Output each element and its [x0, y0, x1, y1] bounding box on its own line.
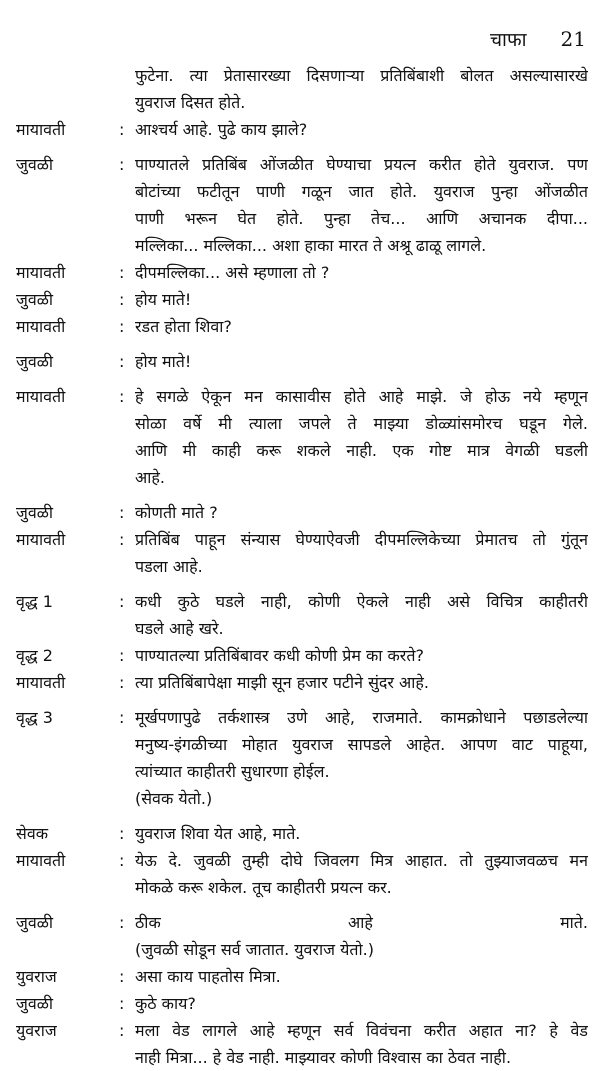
- speaker-name: वृद्ध 2: [16, 646, 53, 665]
- dialogue-line: मोकळे करू शकेल. तूच काहीतरी प्रयत्न कर.: [135, 878, 392, 897]
- dialogue-line: होय माते!: [135, 290, 192, 309]
- dialogue-line: युवराज दिसत होते.: [135, 93, 246, 112]
- dialogue-line: पाणी भरून घेत होते. पुन्हा तेच... आणि अचानक दीपा...: [135, 209, 588, 228]
- dialogue-row: [16, 963, 588, 990]
- dialogue-text: [135, 526, 588, 580]
- dialogue-line: फुटेना. त्या प्रेतासारख्या दिसणाऱ्या प्रतिबिंबाशी बोलत असल्यासारखे: [135, 66, 588, 85]
- dialogue-row: [16, 990, 588, 1017]
- dialogue-line: युवराज शिवा येत आहे, माते.: [135, 824, 301, 843]
- dialogue-line: मूर्खपणापुढे तर्कशास्त्र उणे आहे, राजमाते. कामक्रोधाने पछाडलेल्या: [135, 708, 588, 727]
- speaker-colon: :: [119, 387, 125, 406]
- dialogue-body: [16, 62, 588, 1071]
- dialogue-row: [16, 1017, 588, 1071]
- speaker-colon: :: [119, 352, 125, 371]
- speaker-colon: :: [119, 967, 125, 986]
- speaker-colon: :: [119, 120, 125, 139]
- speaker-name: वृद्ध 1: [16, 592, 53, 611]
- speaker-name: युवराज: [16, 967, 57, 986]
- speaker-name: सेवक: [16, 824, 49, 843]
- speaker-name: जुवळी: [16, 913, 54, 932]
- dialogue-line: पाण्यातल्या प्रतिबिंबावर कधी कोणी प्रेम का करते?: [135, 646, 424, 665]
- dialogue-line: त्या प्रतिबिंबापेक्षा माझी सून हजार पटीने सुंदर आहे.: [135, 673, 429, 692]
- dialogue-text: [135, 588, 588, 642]
- dialogue-line: येऊ दे. जुवळी तुम्ही दोघे जिवलग मित्र आहात. तो तुझ्याजवळच मन: [135, 851, 588, 870]
- dialogue-row: [16, 669, 588, 696]
- dialogue-line: असा काय पाहतोस मित्रा.: [135, 967, 281, 986]
- dialogue-line: आहे.: [135, 468, 165, 487]
- dialogue-row: [16, 642, 588, 669]
- speaker-colon: :: [119, 673, 125, 692]
- speaker-colon: :: [119, 155, 125, 174]
- dialogue-line: बोटांच्या फटीतून पाणी गळून जात होते. युवराज पुन्हा ओंजळीत: [135, 182, 588, 201]
- dialogue-text: [135, 704, 588, 812]
- dialogue-line: रडत होता शिवा?: [135, 317, 232, 336]
- speaker-name: जुवळी: [16, 290, 54, 309]
- dialogue-text: [135, 499, 588, 526]
- dialogue-row: [16, 259, 588, 286]
- dialogue-text: [135, 963, 588, 990]
- dialogue-text: [135, 151, 588, 259]
- speaker-colon: :: [119, 503, 125, 522]
- dialogue-text: [135, 820, 588, 847]
- dialogue-line: (सेवक येतो.): [135, 789, 213, 808]
- speaker-name: मायावती: [16, 120, 66, 139]
- dialogue-line: मनुष्य-इंगळीच्या मोहात युवराज सापडले आहेत. आपण वाट पाहूया,: [135, 735, 588, 754]
- dialogue-text: [135, 116, 588, 143]
- speaker-name: वृद्ध 3: [16, 708, 53, 727]
- dialogue-text: [135, 348, 588, 375]
- speaker-colon: :: [119, 1021, 125, 1040]
- dialogue-row: [16, 704, 588, 812]
- dialogue-row: [16, 348, 588, 375]
- speaker-colon: :: [119, 708, 125, 727]
- dialogue-line: (जुवळी सोडून सर्व जातात. युवराज येतो.): [135, 940, 374, 959]
- dialogue-line: होय माते!: [135, 352, 192, 371]
- dialogue-line: त्यांच्यात काहीतरी सुधारणा होईल.: [135, 762, 330, 781]
- speaker-colon: :: [119, 646, 125, 665]
- speaker-colon: :: [119, 913, 125, 932]
- speaker-name: मायावती: [16, 387, 66, 406]
- speaker-colon: :: [119, 263, 125, 282]
- speaker-name: जुवळी: [16, 994, 54, 1013]
- speaker-name: मायावती: [16, 530, 66, 549]
- dialogue-row: [16, 286, 588, 313]
- dialogue-line: प्रतिबिंब पाहून संन्यास घेण्याऐवजी दीपमल्लिकेच्या प्रेमातच तो गुंतून: [135, 530, 588, 549]
- dialogue-text: [135, 642, 588, 669]
- dialogue-row: [16, 62, 588, 116]
- dialogue-line: कधी कुठे घडले नाही, कोणी ऐकले नाही असे विचित्र काहीतरी: [135, 592, 588, 611]
- dialogue-row: [16, 909, 588, 963]
- dialogue-line: हे सगळे ऐकून मन कासावीस होते आहे माझे. जे होऊ नये म्हणून: [135, 387, 588, 406]
- dialogue-row: [16, 383, 588, 491]
- dialogue-text: [135, 990, 588, 1017]
- speaker-colon: :: [119, 290, 125, 309]
- speaker-name: मायावती: [16, 851, 66, 870]
- dialogue-line: मला वेड लागले आहे म्हणून सर्व विवंचना करीत अहात ना? हे वेड: [135, 1021, 588, 1040]
- dialogue-text: [135, 1017, 588, 1071]
- dialogue-line: नाही मित्रा... हे वेड नाही. माझ्यावर कोणी विश्वास का ठेवत नाही.: [135, 1048, 512, 1067]
- speaker-colon: :: [119, 994, 125, 1013]
- speaker-colon: :: [119, 317, 125, 336]
- dialogue-text: [135, 62, 588, 116]
- dialogue-line: मल्लिका... मल्लिका... अशा हाका मारत ते अश्रू ढाळू लागले.: [135, 236, 487, 255]
- speaker-colon: :: [119, 592, 125, 611]
- dialogue-line: दीपमल्लिका... असे म्हणाला तो ?: [135, 263, 330, 282]
- dialogue-row: [16, 820, 588, 847]
- dialogue-text: [135, 259, 588, 286]
- dialogue-text: [135, 847, 588, 901]
- dialogue-line: पडला आहे.: [135, 557, 203, 576]
- speaker-name: जुवळी: [16, 503, 54, 522]
- speaker-name: मायावती: [16, 317, 66, 336]
- running-title: चाफा: [489, 29, 527, 51]
- dialogue-row: [16, 499, 588, 526]
- dialogue-row: [16, 116, 588, 143]
- page-header: [490, 26, 586, 52]
- dialogue-row: [16, 526, 588, 580]
- dialogue-text: [135, 909, 588, 963]
- page-number: 21: [560, 27, 586, 51]
- speaker-name: मायावती: [16, 263, 66, 282]
- dialogue-line: घडले आहे खरे.: [135, 619, 224, 638]
- dialogue-text: [135, 313, 588, 340]
- dialogue-row: [16, 151, 588, 259]
- dialogue-line: आश्चर्य आहे. पुढे काय झाले?: [135, 120, 308, 139]
- dialogue-text: [135, 286, 588, 313]
- dialogue-row: [16, 588, 588, 642]
- dialogue-row: [16, 847, 588, 901]
- dialogue-line: सोळा वर्षे मी त्याला जपले ते माझ्या डोळ्यांसमोरच घडून गेले.: [135, 414, 588, 433]
- dialogue-text: [135, 383, 588, 491]
- speaker-name: जुवळी: [16, 352, 54, 371]
- speaker-colon: :: [119, 851, 125, 870]
- dialogue-row: [16, 313, 588, 340]
- dialogue-line: आणि मी काही करू शकले नाही. एक गोष्ट मात्र वेगळी घडली: [135, 441, 588, 460]
- speaker-name: जुवळी: [16, 155, 54, 174]
- speaker-colon: :: [119, 530, 125, 549]
- dialogue-line: कुठे काय?: [135, 994, 196, 1013]
- speaker-colon: :: [119, 824, 125, 843]
- dialogue-line: ठीक आहे माते.: [135, 913, 588, 932]
- dialogue-line: कोणती माते ?: [135, 503, 218, 522]
- dialogue-text: [135, 669, 588, 696]
- speaker-name: युवराज: [16, 1021, 57, 1040]
- dialogue-line: पाण्यातले प्रतिबिंब ओंजळीत घेण्याचा प्रयत्न करीत होते युवराज. पण: [135, 155, 588, 174]
- speaker-name: मायावती: [16, 673, 66, 692]
